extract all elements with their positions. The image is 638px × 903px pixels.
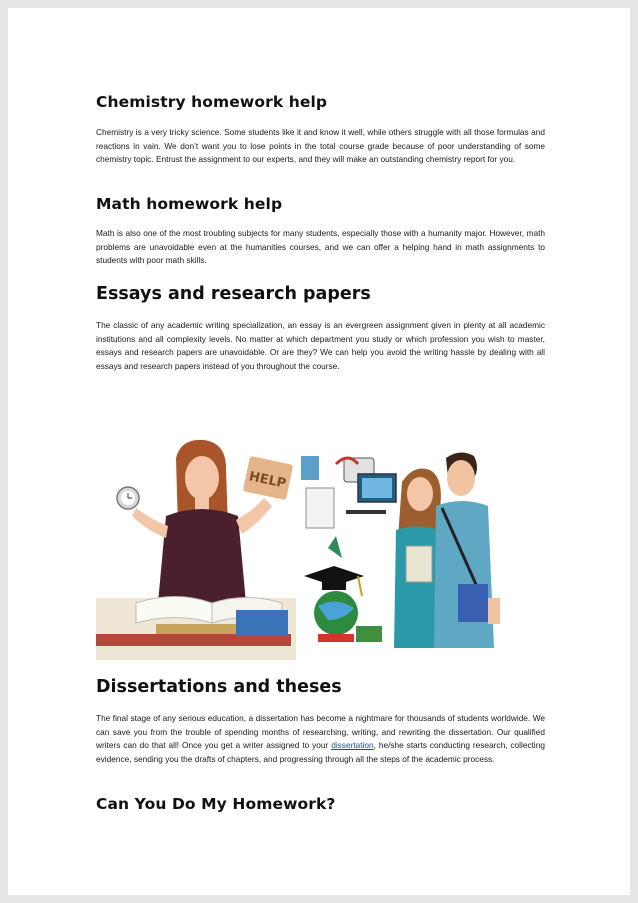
section-heading-can-you-do: Can You Do My Homework?: [96, 795, 336, 813]
section-heading-chemistry: Chemistry homework help: [96, 93, 328, 111]
help-sign: [243, 456, 294, 500]
dissertations-text-after: , he/she starts conducting research, collecting evidence, sending you the drafts of chapters, and progressing through all the steps of the academic process.: [96, 740, 545, 764]
students-homework-image: [96, 398, 541, 660]
section-heading-math: Math homework help: [96, 195, 283, 213]
section-body-chemistry: Chemistry is a very tricky science. Some students like it and know it well, while others struggle with all those formulas and reactions in vain. We don’t want you to lose points in the total course grade because of poor understanding of some chemistry topic. Entrust the assignment to our experts, and they will make an outstanding chemistry report for you.: [96, 127, 545, 165]
section-heading-dissertations: Dissertations and theses: [96, 677, 342, 697]
dissertation-link[interactable]: dissertation: [331, 740, 374, 751]
dissertations-text-before: The final stage of any serious education, a dissertation has become a nightmare for thousands of students worldwide. We can save you from the trouble of spending months of researching, writing, and rewriting the dissertation. Our qualified writers can do that all! Once you get a writer assigned to your: [96, 713, 545, 751]
hero-illustration: [96, 398, 541, 660]
section-heading-essays: Essays and research papers: [96, 284, 371, 304]
alarm-clock-icon: [117, 487, 139, 509]
help-sign-text: HELP: [247, 469, 288, 492]
section-body-math: Math is also one of the most troubling subjects for many students, especially those with a humanity major. However, math problems are unavoidable even at the humanities courses, and we can offer a helping hand in math assignments to students with poor math skills.: [96, 228, 545, 266]
student-boy-right: [434, 452, 500, 648]
section-body-dissertations: [96, 712, 545, 766]
floating-study-icons: [301, 456, 396, 558]
graduation-cap-icon: [304, 566, 382, 642]
section-body-essays: The classic of any academic writing specialization, an essay is an evergreen assignment given in plenty at all academic institutions and all complexity levels. No matter at which department you study or which profession you wish to master, essays and research papers are unavoidable. Or are they? We can help you avoid the writing hassle by dealing with all essays and research papers instead of you throughout the course.: [96, 320, 545, 371]
